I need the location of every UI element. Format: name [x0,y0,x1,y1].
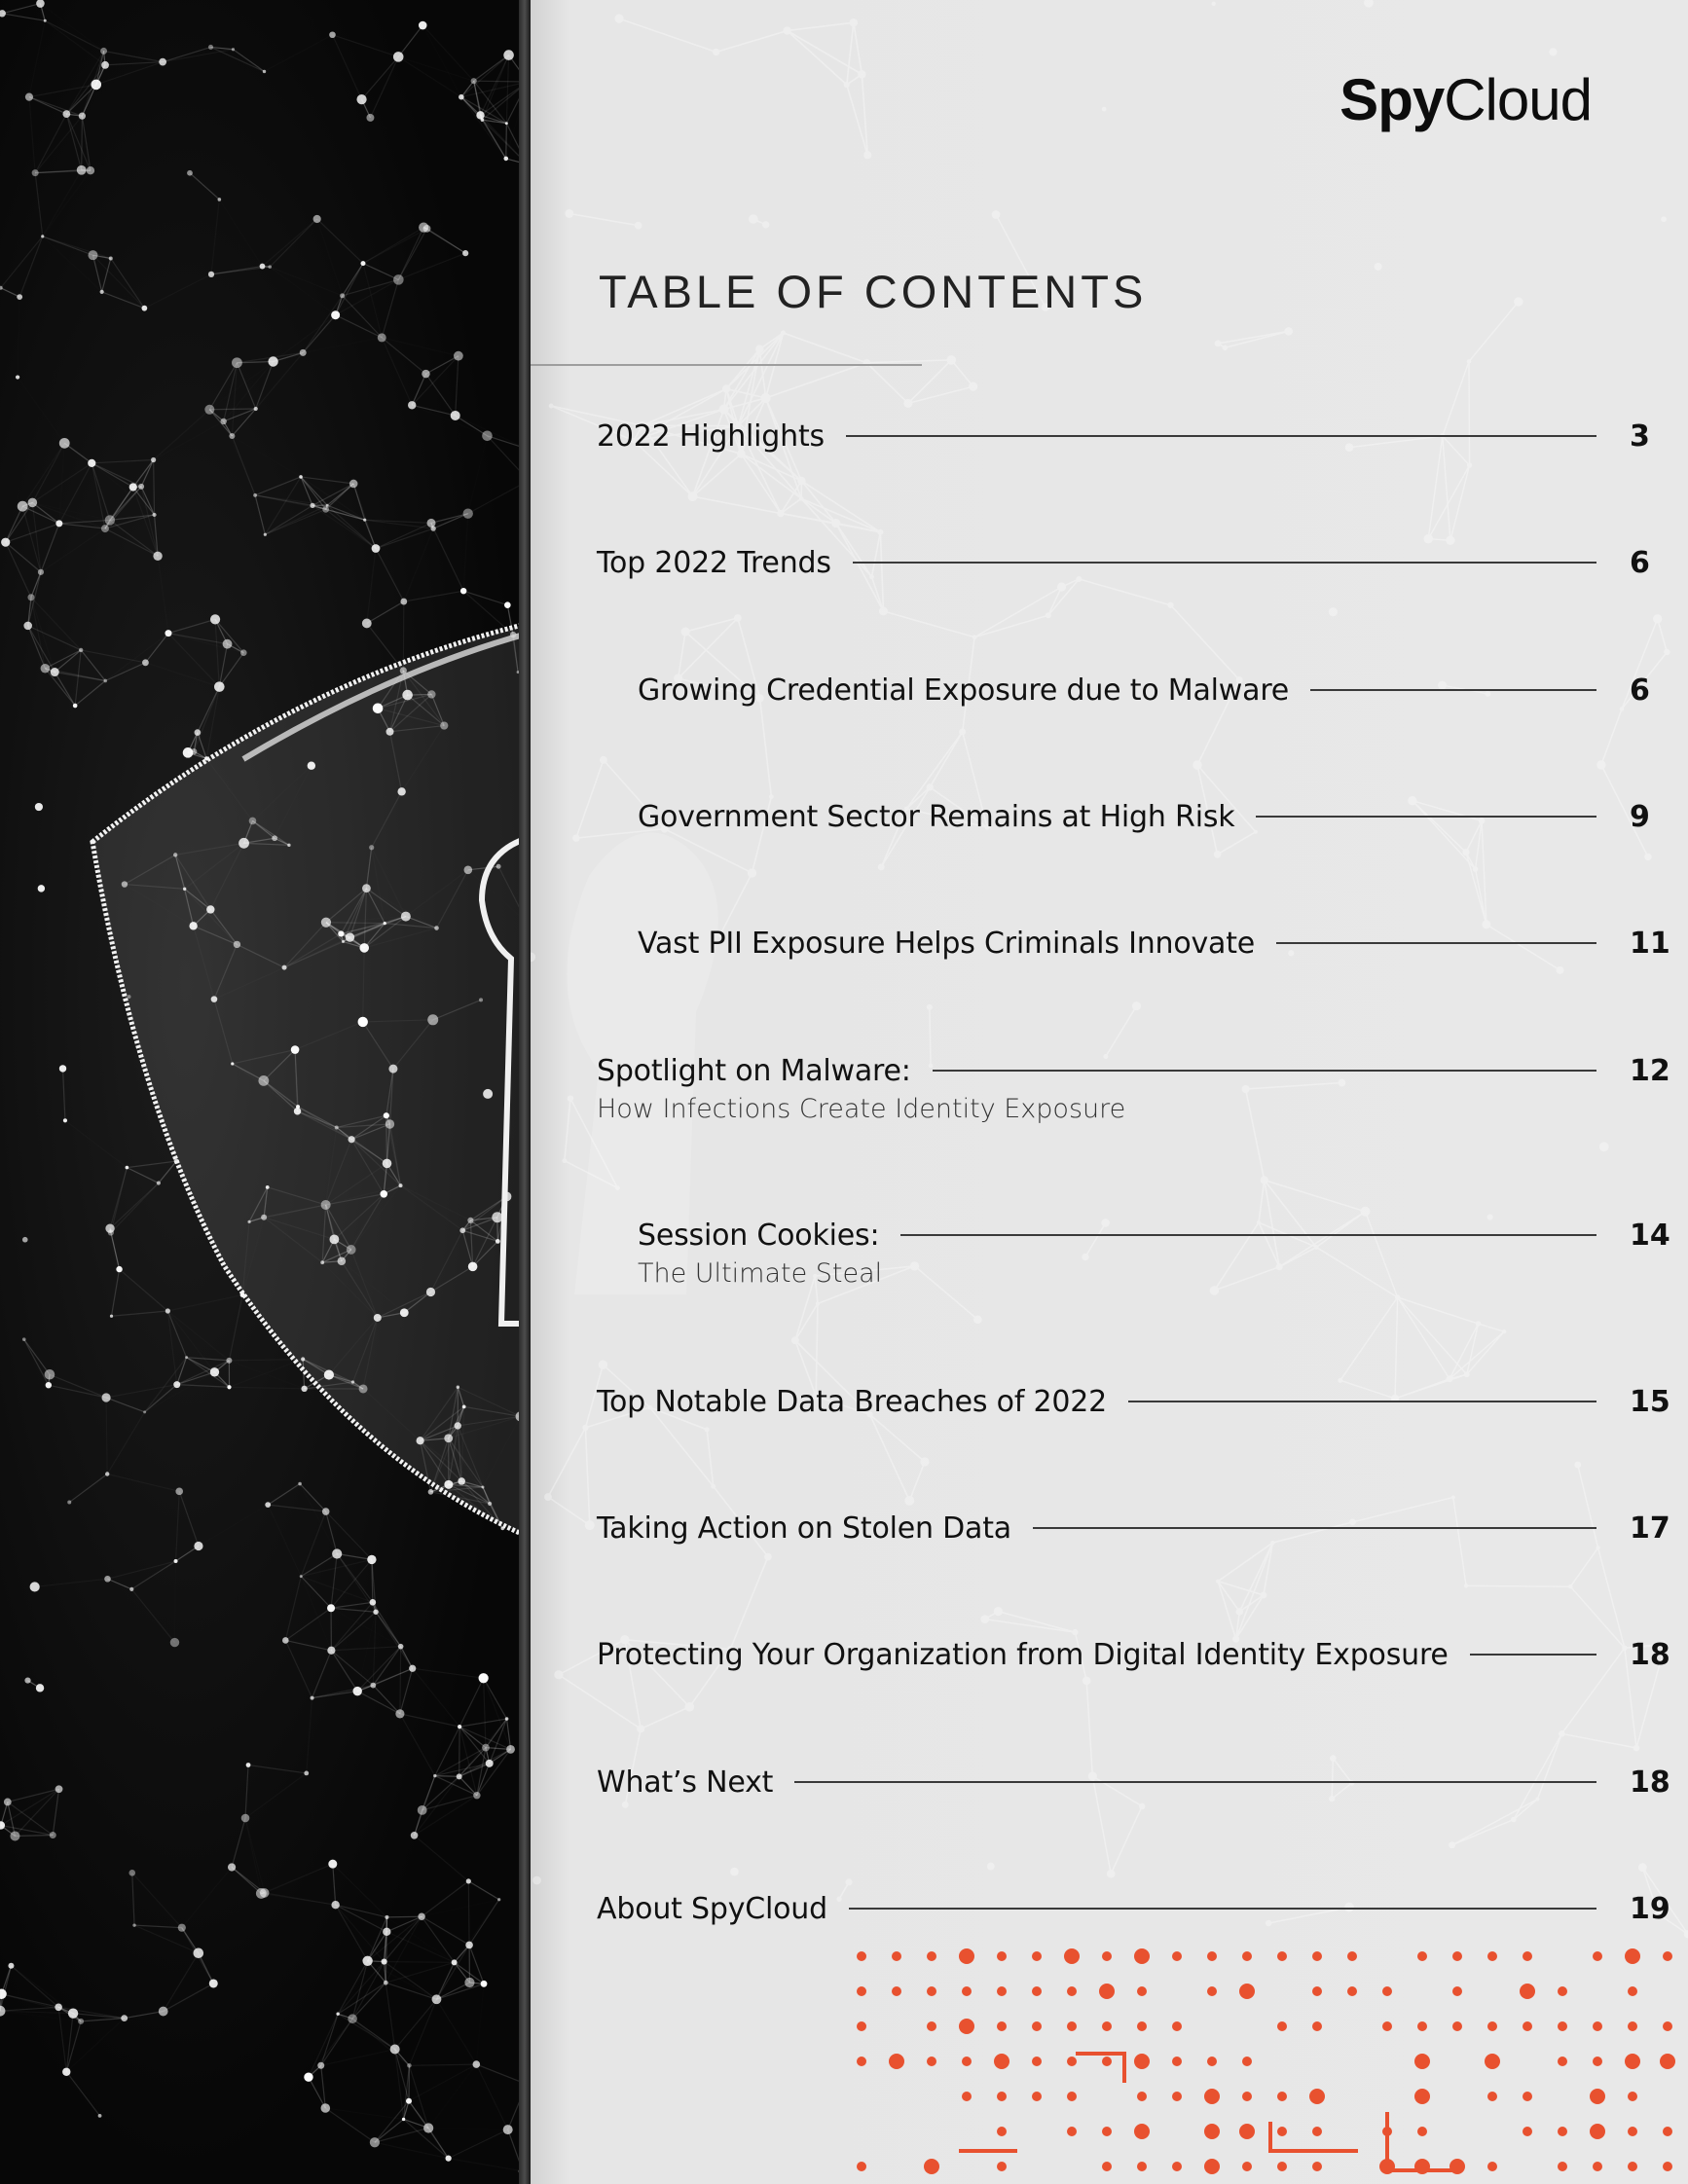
lock-network-illustration [0,0,531,2184]
toc-entry[interactable] [531,1047,1688,1124]
leader-line [1276,942,1596,944]
logo-regular-part: Cloud [1444,67,1592,132]
toc-entry-label[interactable]: Top 2022 Trends [597,545,831,580]
toc-page-number: 18 [1630,1637,1670,1672]
toc-entry-subtitle: How Infections Create Identity Exposure [597,1094,1126,1124]
page-spine [519,0,531,2184]
toc-entry-label[interactable]: What’s Next [597,1765,774,1800]
toc-entry[interactable] [531,667,1688,713]
toc-entry-label[interactable]: Growing Credential Exposure due to Malware [638,673,1290,708]
leader-line [1256,816,1596,818]
leader-line [853,562,1596,564]
leader-line [1033,1527,1596,1529]
logo-bold-part: Spy [1339,67,1445,132]
toc-entry-label[interactable]: About SpyCloud [597,1891,827,1926]
orange-dot-pattern [531,1927,1688,2184]
title-divider [531,364,922,366]
toc-page-number: 6 [1630,673,1650,708]
leader-line [933,1070,1596,1072]
toc-page-number: 14 [1630,1218,1670,1253]
toc-entry-label[interactable]: Session Cookies: [638,1218,880,1253]
toc-entry[interactable] [531,1885,1688,1932]
toc-page-number: 17 [1630,1511,1670,1546]
toc-page [531,0,1688,2184]
toc-page-number: 15 [1630,1384,1670,1419]
toc-entry[interactable] [531,413,1688,459]
toc-entry-label[interactable]: Protecting Your Organization from Digital Identity Exposure [597,1637,1449,1672]
toc-page-number: 3 [1630,419,1650,454]
toc-entry-label[interactable]: Spotlight on Malware: [597,1053,911,1088]
toc-page-number: 19 [1630,1891,1670,1926]
toc-entry-label[interactable]: Top Notable Data Breaches of 2022 [597,1384,1108,1419]
toc-page-number: 6 [1630,545,1650,580]
toc-entry[interactable] [531,1212,1688,1289]
toc-page-number: 9 [1630,799,1650,834]
leader-line [1470,1654,1596,1656]
leader-line [846,435,1596,437]
leader-line [1310,689,1596,691]
toc-entry-label[interactable]: 2022 Highlights [597,419,825,454]
toc-entry-label[interactable]: Taking Action on Stolen Data [597,1511,1011,1546]
toc-entry[interactable] [531,1505,1688,1551]
toc-page-number: 18 [1630,1765,1670,1800]
toc-entry[interactable] [531,1759,1688,1805]
toc-page-number: 11 [1630,926,1670,961]
leader-line [1128,1401,1596,1402]
toc-entry[interactable] [531,1378,1688,1425]
toc-entry[interactable] [531,793,1688,840]
spycloud-logo [1339,66,1592,133]
network-lock-graphic [0,0,531,2184]
leader-line [900,1234,1596,1236]
leader-line [849,1908,1596,1910]
toc-page-number: 12 [1630,1053,1670,1088]
page-title: TABLE OF CONTENTS [599,266,1148,317]
toc-entry-subtitle: The Ultimate Steal [638,1258,883,1289]
toc-entry-label[interactable]: Vast PII Exposure Helps Criminals Innovate [638,926,1256,961]
leader-line [794,1781,1596,1783]
toc-entry-label[interactable]: Government Sector Remains at High Risk [638,799,1235,834]
toc-entry[interactable] [531,920,1688,966]
toc-entry[interactable] [531,539,1688,586]
toc-entry[interactable] [531,1631,1688,1678]
